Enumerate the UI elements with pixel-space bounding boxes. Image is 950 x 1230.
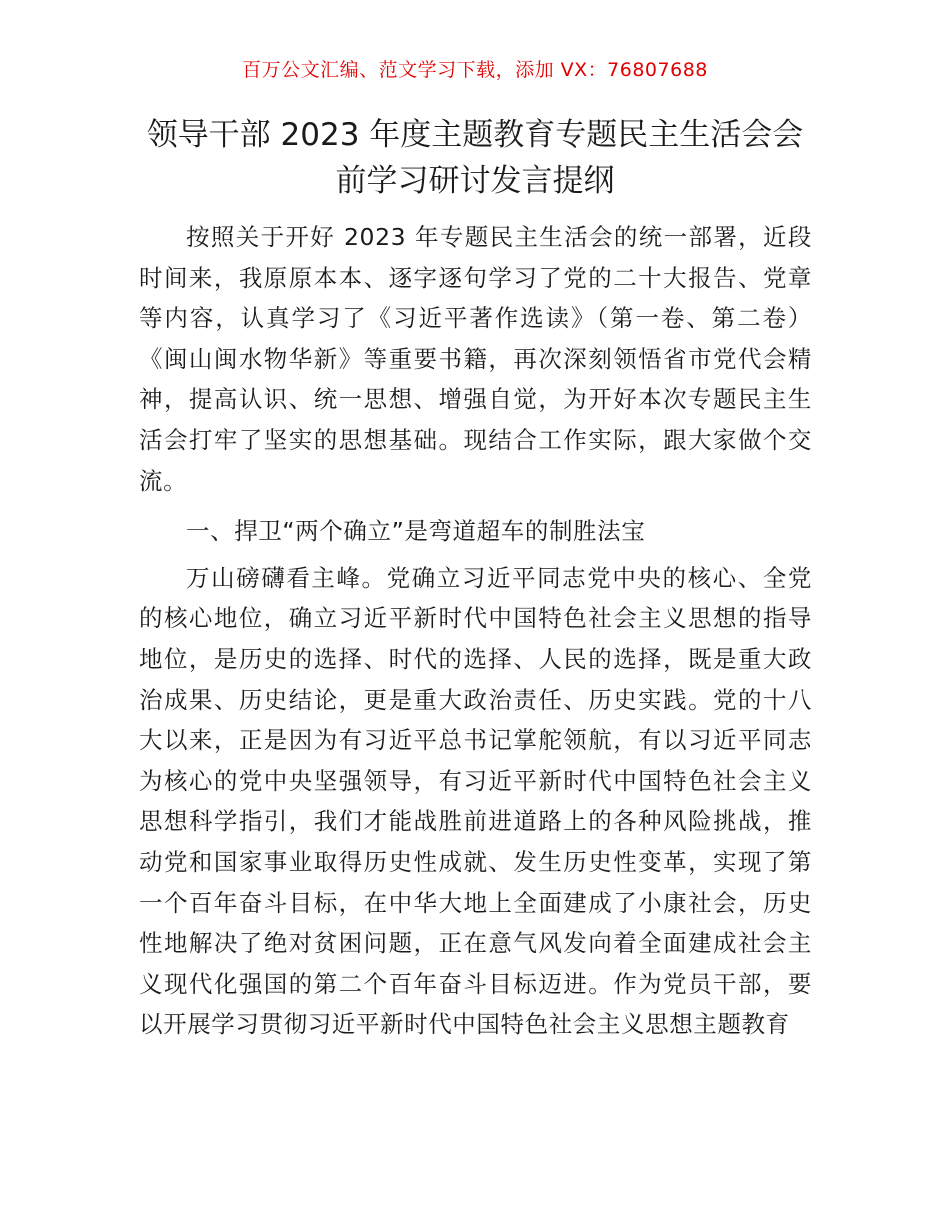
- title-line-1: 领导干部 2023 年度主题教育专题民主生活会会: [146, 117, 804, 153]
- document-body: [139, 217, 812, 1045]
- section-heading-1: 一、捍卫“两个确立”是弯道超车的制胜法宝: [186, 517, 646, 546]
- body-paragraph: 万山磅礴看主峰。党确立习近平同志党中央的核心、全党的核心地位，确立习近平新时代中国特色社会主义思想的指导地位，是历史的选择、时代的选择、人民的选择，既是重大政治成果、历史结论，更是重大政治责任、历史实践。党的十八大以来，正是因为有习近平总书记掌舵领航，有以习近平同志为核心的党中央坚强领导，有习近平新时代中国特色社会主义思想科学指引，我们才能战胜前进道路上的各种风险挑战，推动党和国家事业取得历史性成就、发生历史性变革，实现了第一个百年奋斗目标，在中华大地上全面建成了小康社会，历史性地解决了绝对贫困问题，正在意气风发向着全面建成社会主义现代化强国的第二个百年奋斗目标迈进。作为党员干部，要以开展学习贯彻习近平新时代中国特色社会主义思想主题教育: [139, 563, 812, 1039]
- intro-paragraph: 按照关于开好 2023 年专题民主生活会的统一部署，近段时间来，我原原本本、逐字逐句学习了党的二十大报告、党章等内容，认真学习了《习近平著作选读》（第一卷、第二卷）《闽山闽水物华新》等重要书籍，再次深刻领悟省市党代会精神，提高认识、统一思想、增强自觉，为开好本次专题民主生活会打牢了坚实的思想基础。现结合工作实际，跟大家做个交流。: [139, 223, 812, 495]
- header-note: 百万公文汇编、范文学习下载，添加 VX：76807688: [242, 59, 708, 81]
- title-line-2: 前学习研讨发言提纲: [335, 163, 615, 199]
- document-title: [120, 112, 830, 204]
